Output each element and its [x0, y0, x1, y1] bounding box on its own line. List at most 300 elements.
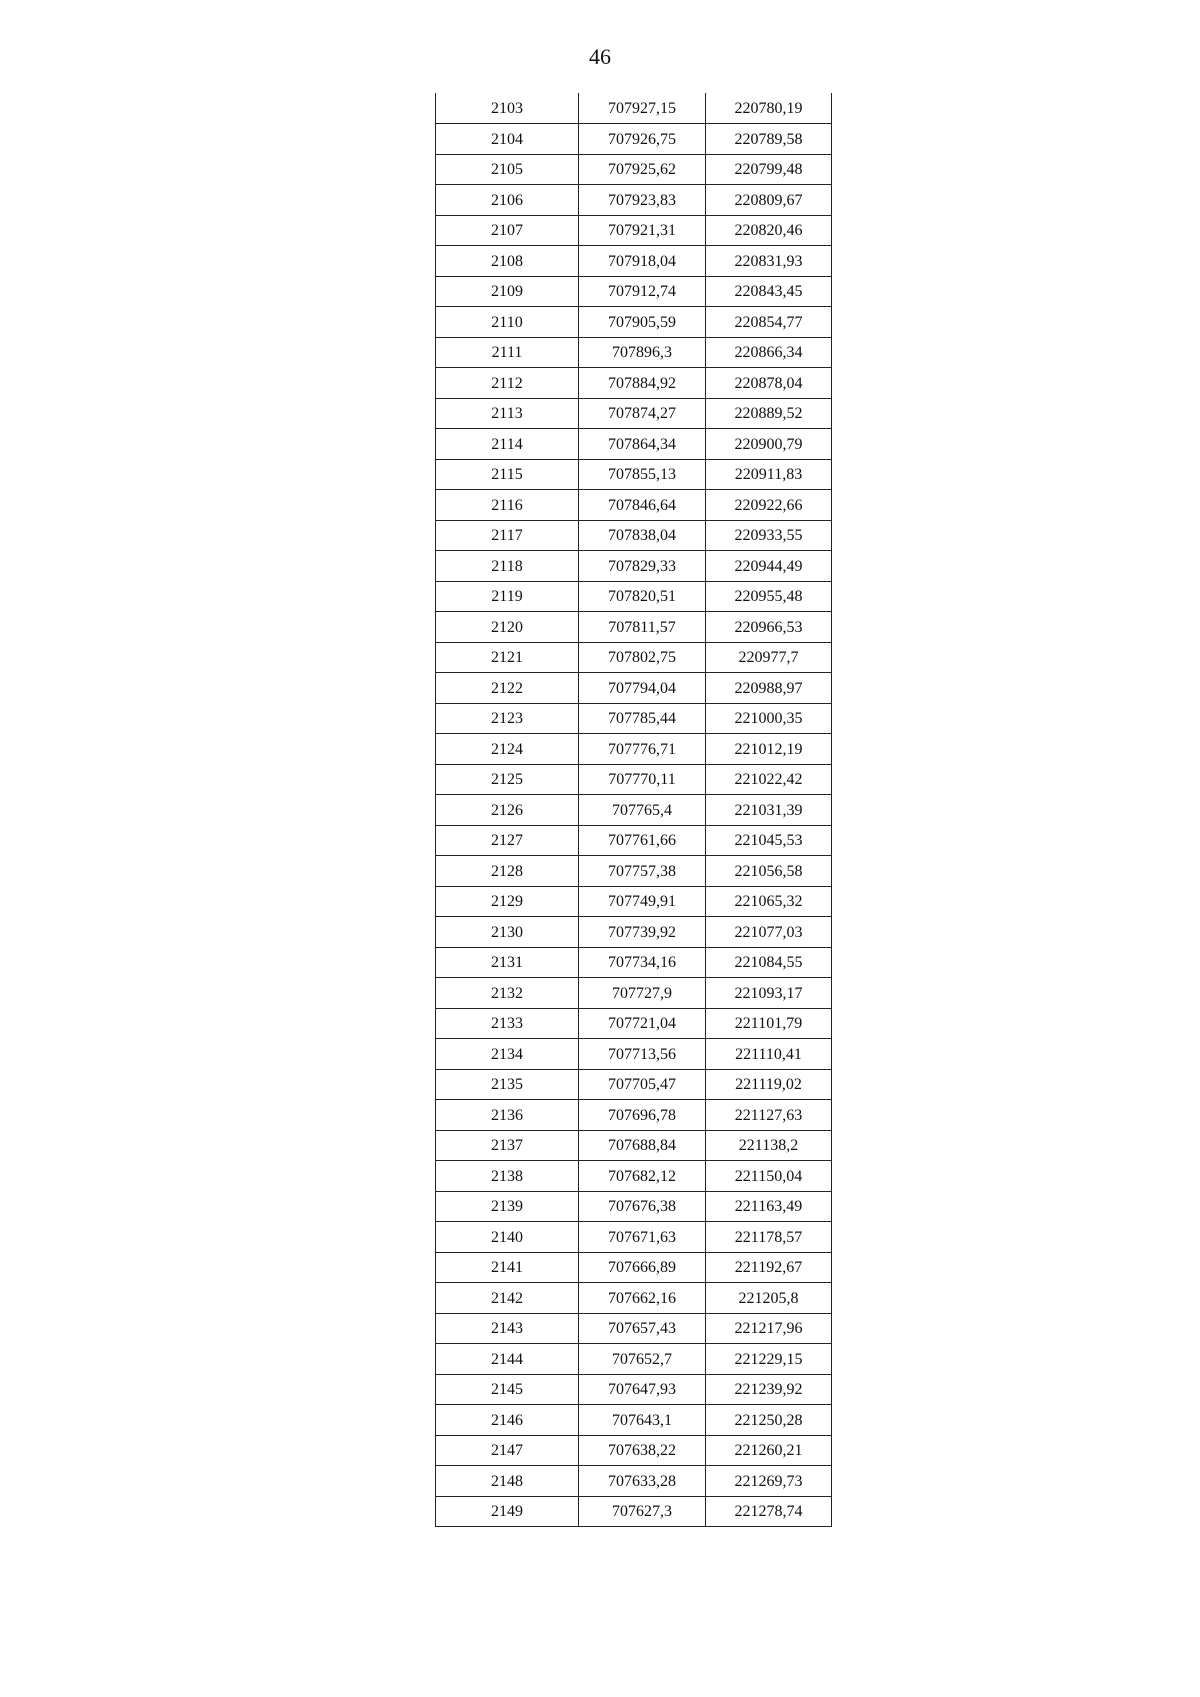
point-number-cell — [436, 703, 579, 734]
table-row — [436, 1069, 832, 1100]
point-number-text: 2144 — [491, 1350, 523, 1368]
x-coordinate-cell — [579, 917, 706, 948]
point-number-text: 2147 — [491, 1442, 523, 1459]
x-coordinate-cell — [579, 276, 706, 307]
y-coordinate-text: 220922,66 — [734, 496, 803, 514]
point-number-text: 2137 — [491, 1137, 523, 1154]
point-number-cell — [436, 795, 579, 826]
y-coordinate-cell — [706, 581, 832, 612]
y-coordinate-text: 221101,79 — [734, 1015, 803, 1032]
x-coordinate-cell — [579, 93, 706, 124]
y-coordinate-cell — [706, 1496, 832, 1527]
x-coordinate-text: 707696,78 — [608, 1106, 676, 1124]
y-coordinate-text: 220889,52 — [734, 405, 803, 422]
point-number-cell — [436, 612, 579, 643]
point-number-text: 2129 — [491, 893, 523, 910]
x-coordinate-cell — [579, 551, 706, 582]
x-coordinate-cell — [579, 703, 706, 734]
y-coordinate-text: 220820,46 — [734, 222, 803, 239]
point-number-cell — [436, 1252, 579, 1283]
table-row — [436, 1435, 832, 1466]
x-coordinate-cell — [579, 642, 706, 673]
point-number-text: 2113 — [491, 405, 523, 422]
point-number-text: 2116 — [491, 496, 523, 514]
point-number-text: 2139 — [491, 1198, 523, 1215]
table-row — [436, 886, 832, 917]
point-number-text: 2146 — [491, 1411, 523, 1429]
y-coordinate-cell — [706, 185, 832, 216]
y-coordinate-text: 221119,02 — [735, 1076, 802, 1093]
x-coordinate-text: 707682,12 — [608, 1167, 676, 1185]
y-coordinate-text: 221077,03 — [734, 923, 803, 941]
y-coordinate-text: 221278,74 — [734, 1503, 803, 1520]
point-number-text: 2117 — [491, 527, 523, 544]
point-number-cell — [436, 276, 579, 307]
x-coordinate-cell — [579, 185, 706, 216]
table-row — [436, 673, 832, 704]
x-coordinate-text: 707770,11 — [608, 771, 676, 788]
point-number-text: 2143 — [491, 1320, 523, 1337]
y-coordinate-text: 220809,67 — [734, 191, 803, 209]
x-coordinate-cell — [579, 337, 706, 368]
x-coordinate-text: 707896,3 — [612, 344, 672, 361]
point-number-cell — [436, 1039, 579, 1070]
table-row — [436, 764, 832, 795]
table-row — [436, 246, 832, 277]
x-coordinate-text: 707776,71 — [608, 740, 676, 758]
point-number-text: 2134 — [491, 1045, 523, 1063]
x-coordinate-cell — [579, 124, 706, 155]
point-number-text: 2121 — [491, 649, 523, 666]
point-number-text: 2140 — [491, 1228, 523, 1246]
point-number-text: 2141 — [491, 1259, 523, 1276]
y-coordinate-cell — [706, 1466, 832, 1497]
x-coordinate-cell — [579, 1374, 706, 1405]
point-number-text: 2130 — [491, 923, 523, 941]
x-coordinate-cell — [579, 1313, 706, 1344]
table-row — [436, 1344, 832, 1375]
y-coordinate-text: 221056,58 — [734, 862, 803, 880]
table-row — [436, 612, 832, 643]
point-number-cell — [436, 1344, 579, 1375]
point-number-text: 2105 — [491, 161, 523, 178]
table-row — [436, 1496, 832, 1527]
y-coordinate-cell — [706, 734, 832, 765]
point-number-text: 2111 — [491, 344, 523, 361]
y-coordinate-cell — [706, 459, 832, 490]
x-coordinate-cell — [579, 1496, 706, 1527]
point-number-cell — [436, 337, 579, 368]
point-number-text: 2110 — [491, 313, 523, 331]
y-coordinate-cell — [706, 978, 832, 1009]
y-coordinate-text: 221031,39 — [734, 801, 803, 819]
x-coordinate-text: 707652,7 — [612, 1350, 672, 1368]
x-coordinate-cell — [579, 764, 706, 795]
y-coordinate-text: 220966,53 — [734, 618, 803, 636]
table-row — [436, 1313, 832, 1344]
point-number-cell — [436, 642, 579, 673]
point-number-text: 2108 — [491, 252, 523, 270]
x-coordinate-text: 707761,66 — [608, 832, 676, 849]
y-coordinate-cell — [706, 520, 832, 551]
y-coordinate-text: 221163,49 — [734, 1198, 803, 1215]
point-number-cell — [436, 764, 579, 795]
point-number-text: 2131 — [491, 954, 523, 971]
y-coordinate-text: 221250,28 — [734, 1411, 803, 1429]
y-coordinate-text: 221127,63 — [734, 1106, 803, 1124]
table-row — [436, 1008, 832, 1039]
y-coordinate-text: 221012,19 — [734, 740, 803, 758]
y-coordinate-text: 220878,04 — [734, 374, 803, 392]
x-coordinate-cell — [579, 429, 706, 460]
x-coordinate-cell — [579, 612, 706, 643]
y-coordinate-cell — [706, 276, 832, 307]
point-number-text: 2125 — [491, 771, 523, 788]
x-coordinate-text: 707785,44 — [608, 710, 676, 727]
x-coordinate-text: 707905,59 — [608, 313, 676, 331]
point-number-cell — [436, 1405, 579, 1436]
point-number-cell — [436, 734, 579, 765]
x-coordinate-cell — [579, 246, 706, 277]
x-coordinate-cell — [579, 1100, 706, 1131]
point-number-cell — [436, 459, 579, 490]
table-row — [436, 1191, 832, 1222]
x-coordinate-cell — [579, 886, 706, 917]
x-coordinate-cell — [579, 1039, 706, 1070]
table-row — [436, 856, 832, 887]
x-coordinate-text: 707666,89 — [608, 1259, 676, 1276]
x-coordinate-text: 707643,1 — [612, 1411, 672, 1429]
point-number-cell — [436, 581, 579, 612]
point-number-text: 2103 — [491, 100, 523, 117]
point-number-cell — [436, 185, 579, 216]
x-coordinate-cell — [579, 1344, 706, 1375]
y-coordinate-text: 220799,48 — [734, 161, 803, 178]
y-coordinate-cell — [706, 124, 832, 155]
table-row — [436, 978, 832, 1009]
point-number-cell — [436, 368, 579, 399]
point-number-cell — [436, 947, 579, 978]
point-number-text: 2124 — [491, 740, 523, 758]
point-number-cell — [436, 917, 579, 948]
point-number-text: 2118 — [491, 557, 523, 575]
point-number-text: 2107 — [491, 222, 523, 239]
x-coordinate-cell — [579, 1130, 706, 1161]
y-coordinate-cell — [706, 703, 832, 734]
y-coordinate-text: 220988,97 — [734, 679, 803, 697]
point-number-text: 2126 — [491, 801, 523, 819]
point-number-text: 2135 — [491, 1076, 523, 1093]
x-coordinate-cell — [579, 1252, 706, 1283]
y-coordinate-cell — [706, 368, 832, 399]
y-coordinate-cell — [706, 947, 832, 978]
table-row — [436, 1466, 832, 1497]
y-coordinate-cell — [706, 1130, 832, 1161]
point-number-cell — [436, 246, 579, 277]
y-coordinate-text: 221045,53 — [734, 832, 803, 849]
x-coordinate-text: 707846,64 — [608, 496, 676, 514]
y-coordinate-text: 220933,55 — [734, 527, 803, 544]
point-number-text: 2128 — [491, 862, 523, 880]
point-number-cell — [436, 1313, 579, 1344]
point-number-cell — [436, 215, 579, 246]
x-coordinate-text: 707874,27 — [608, 405, 676, 422]
point-number-cell — [436, 673, 579, 704]
x-coordinate-text: 707749,91 — [608, 893, 676, 910]
y-coordinate-text: 220843,45 — [734, 283, 803, 300]
x-coordinate-text: 707927,15 — [608, 100, 676, 117]
table-row — [436, 947, 832, 978]
point-number-cell — [436, 93, 579, 124]
x-coordinate-text: 707647,93 — [608, 1381, 676, 1398]
x-coordinate-text: 707925,62 — [608, 161, 676, 178]
x-coordinate-text: 707633,28 — [608, 1472, 676, 1490]
table-row — [436, 1222, 832, 1253]
x-coordinate-cell — [579, 856, 706, 887]
y-coordinate-cell — [706, 93, 832, 124]
x-coordinate-cell — [579, 1435, 706, 1466]
y-coordinate-text: 220944,49 — [734, 557, 803, 575]
x-coordinate-text: 707688,84 — [608, 1137, 676, 1154]
point-number-text: 2112 — [491, 374, 523, 392]
table-row — [436, 825, 832, 856]
point-number-cell — [436, 429, 579, 460]
table-row — [436, 490, 832, 521]
point-number-cell — [436, 1496, 579, 1527]
x-coordinate-text: 707713,56 — [608, 1045, 676, 1063]
y-coordinate-cell — [706, 673, 832, 704]
table-row — [436, 429, 832, 460]
point-number-text: 2119 — [491, 588, 523, 605]
y-coordinate-cell — [706, 886, 832, 917]
x-coordinate-text: 707671,63 — [608, 1228, 676, 1246]
y-coordinate-cell — [706, 1100, 832, 1131]
point-number-text: 2122 — [491, 679, 523, 697]
y-coordinate-cell — [706, 551, 832, 582]
point-number-cell — [436, 1161, 579, 1192]
x-coordinate-cell — [579, 398, 706, 429]
x-coordinate-text: 707757,38 — [608, 862, 676, 880]
y-coordinate-cell — [706, 612, 832, 643]
x-coordinate-text: 707884,92 — [608, 374, 676, 392]
x-coordinate-cell — [579, 1191, 706, 1222]
y-coordinate-text: 220977,7 — [738, 649, 799, 666]
x-coordinate-text: 707923,83 — [608, 191, 676, 209]
y-coordinate-text: 221217,96 — [734, 1320, 803, 1337]
y-coordinate-text: 221022,42 — [734, 771, 803, 788]
x-coordinate-text: 707765,4 — [612, 801, 672, 819]
y-coordinate-cell — [706, 1069, 832, 1100]
point-number-cell — [436, 1008, 579, 1039]
point-number-cell — [436, 856, 579, 887]
table-row — [436, 1252, 832, 1283]
point-number-cell — [436, 1130, 579, 1161]
x-coordinate-cell — [579, 947, 706, 978]
y-coordinate-text: 221000,35 — [734, 710, 803, 727]
point-number-text: 2133 — [491, 1015, 523, 1032]
y-coordinate-cell — [706, 1039, 832, 1070]
point-number-cell — [436, 978, 579, 1009]
x-coordinate-text: 707838,04 — [608, 527, 676, 544]
point-number-text: 2149 — [491, 1503, 523, 1520]
y-coordinate-cell — [706, 856, 832, 887]
y-coordinate-cell — [706, 429, 832, 460]
table-row — [436, 734, 832, 765]
y-coordinate-text: 221229,15 — [734, 1350, 803, 1368]
point-number-cell — [436, 551, 579, 582]
y-coordinate-cell — [706, 1283, 832, 1314]
y-coordinate-cell — [706, 825, 832, 856]
point-number-text: 2136 — [491, 1106, 523, 1124]
table-row — [436, 124, 832, 155]
y-coordinate-cell — [706, 1313, 832, 1344]
table-row — [436, 1039, 832, 1070]
y-coordinate-cell — [706, 1008, 832, 1039]
x-coordinate-text: 707739,92 — [608, 923, 676, 941]
y-coordinate-text: 221138,2 — [738, 1137, 799, 1154]
y-coordinate-text: 221269,73 — [734, 1472, 803, 1490]
table-row — [436, 1283, 832, 1314]
x-coordinate-cell — [579, 1466, 706, 1497]
table-row — [436, 551, 832, 582]
y-coordinate-text: 220789,58 — [734, 130, 803, 148]
x-coordinate-text: 707627,3 — [612, 1503, 672, 1520]
point-number-text: 2123 — [491, 710, 523, 727]
y-coordinate-text: 221260,21 — [734, 1442, 803, 1459]
x-coordinate-cell — [579, 673, 706, 704]
y-coordinate-cell — [706, 917, 832, 948]
y-coordinate-cell — [706, 1222, 832, 1253]
x-coordinate-cell — [579, 490, 706, 521]
table-row — [436, 703, 832, 734]
x-coordinate-cell — [579, 1069, 706, 1100]
point-number-cell — [436, 1466, 579, 1497]
x-coordinate-text: 707705,47 — [608, 1076, 676, 1093]
y-coordinate-cell — [706, 490, 832, 521]
point-number-cell — [436, 1222, 579, 1253]
x-coordinate-text: 707662,16 — [608, 1289, 676, 1307]
x-coordinate-text: 707638,22 — [608, 1442, 676, 1459]
x-coordinate-text: 707734,16 — [608, 954, 676, 971]
table-row — [436, 337, 832, 368]
y-coordinate-cell — [706, 642, 832, 673]
x-coordinate-text: 707918,04 — [608, 252, 676, 270]
point-number-text: 2142 — [491, 1289, 523, 1307]
y-coordinate-text: 220955,48 — [734, 588, 803, 605]
point-number-text: 2145 — [491, 1381, 523, 1398]
x-coordinate-cell — [579, 215, 706, 246]
coordinates-table — [435, 93, 832, 1527]
y-coordinate-cell — [706, 307, 832, 338]
x-coordinate-cell — [579, 825, 706, 856]
y-coordinate-cell — [706, 1252, 832, 1283]
x-coordinate-text: 707864,34 — [608, 435, 676, 453]
point-number-text: 2109 — [491, 283, 523, 300]
y-coordinate-cell — [706, 215, 832, 246]
point-number-cell — [436, 124, 579, 155]
x-coordinate-text: 707820,51 — [608, 588, 676, 605]
table-row — [436, 459, 832, 490]
y-coordinate-cell — [706, 337, 832, 368]
point-number-cell — [436, 1374, 579, 1405]
point-number-text: 2120 — [491, 618, 523, 636]
coordinates-table-body — [436, 93, 832, 1527]
y-coordinate-cell — [706, 1161, 832, 1192]
x-coordinate-cell — [579, 520, 706, 551]
table-row — [436, 185, 832, 216]
point-number-cell — [436, 1283, 579, 1314]
point-number-text: 2114 — [491, 435, 523, 453]
x-coordinate-cell — [579, 1283, 706, 1314]
x-coordinate-cell — [579, 581, 706, 612]
table-row — [436, 93, 832, 124]
point-number-cell — [436, 1100, 579, 1131]
x-coordinate-cell — [579, 307, 706, 338]
y-coordinate-text: 220780,19 — [734, 100, 803, 117]
point-number-cell — [436, 520, 579, 551]
x-coordinate-text: 707676,38 — [608, 1198, 676, 1215]
x-coordinate-text: 707727,9 — [612, 984, 672, 1002]
x-coordinate-text: 707829,33 — [608, 557, 676, 575]
table-row — [436, 307, 832, 338]
x-coordinate-text: 707794,04 — [608, 679, 676, 697]
table-row — [436, 795, 832, 826]
x-coordinate-text: 707926,75 — [608, 130, 676, 148]
table-row — [436, 1405, 832, 1436]
x-coordinate-text: 707721,04 — [608, 1015, 676, 1032]
table-row — [436, 398, 832, 429]
y-coordinate-text: 221065,32 — [734, 893, 803, 910]
table-row — [436, 917, 832, 948]
y-coordinate-text: 221093,17 — [734, 984, 803, 1002]
point-number-cell — [436, 307, 579, 338]
x-coordinate-cell — [579, 1222, 706, 1253]
y-coordinate-text: 221178,57 — [734, 1228, 803, 1246]
table-row — [436, 368, 832, 399]
table-row — [436, 1100, 832, 1131]
table-row — [436, 1374, 832, 1405]
point-number-cell — [436, 886, 579, 917]
point-number-cell — [436, 398, 579, 429]
point-number-text: 2132 — [491, 984, 523, 1002]
x-coordinate-text: 707921,31 — [608, 222, 676, 239]
table-row — [436, 642, 832, 673]
y-coordinate-text: 221110,41 — [735, 1045, 802, 1063]
y-coordinate-text: 220866,34 — [734, 344, 803, 361]
table-row — [436, 276, 832, 307]
y-coordinate-cell — [706, 398, 832, 429]
y-coordinate-cell — [706, 246, 832, 277]
point-number-text: 2148 — [491, 1472, 523, 1490]
point-number-text: 2127 — [491, 832, 523, 849]
table-row — [436, 154, 832, 185]
table-row — [436, 215, 832, 246]
x-coordinate-cell — [579, 1008, 706, 1039]
y-coordinate-text: 221150,04 — [734, 1167, 803, 1185]
x-coordinate-cell — [579, 795, 706, 826]
point-number-text: 2106 — [491, 191, 523, 209]
page-number: 46 — [589, 44, 611, 69]
x-coordinate-text: 707657,43 — [608, 1320, 676, 1337]
point-number-text: 2138 — [491, 1167, 523, 1185]
y-coordinate-cell — [706, 764, 832, 795]
x-coordinate-cell — [579, 459, 706, 490]
point-number-cell — [436, 490, 579, 521]
y-coordinate-cell — [706, 1344, 832, 1375]
table-row — [436, 1130, 832, 1161]
table-row — [436, 520, 832, 551]
y-coordinate-cell — [706, 1374, 832, 1405]
